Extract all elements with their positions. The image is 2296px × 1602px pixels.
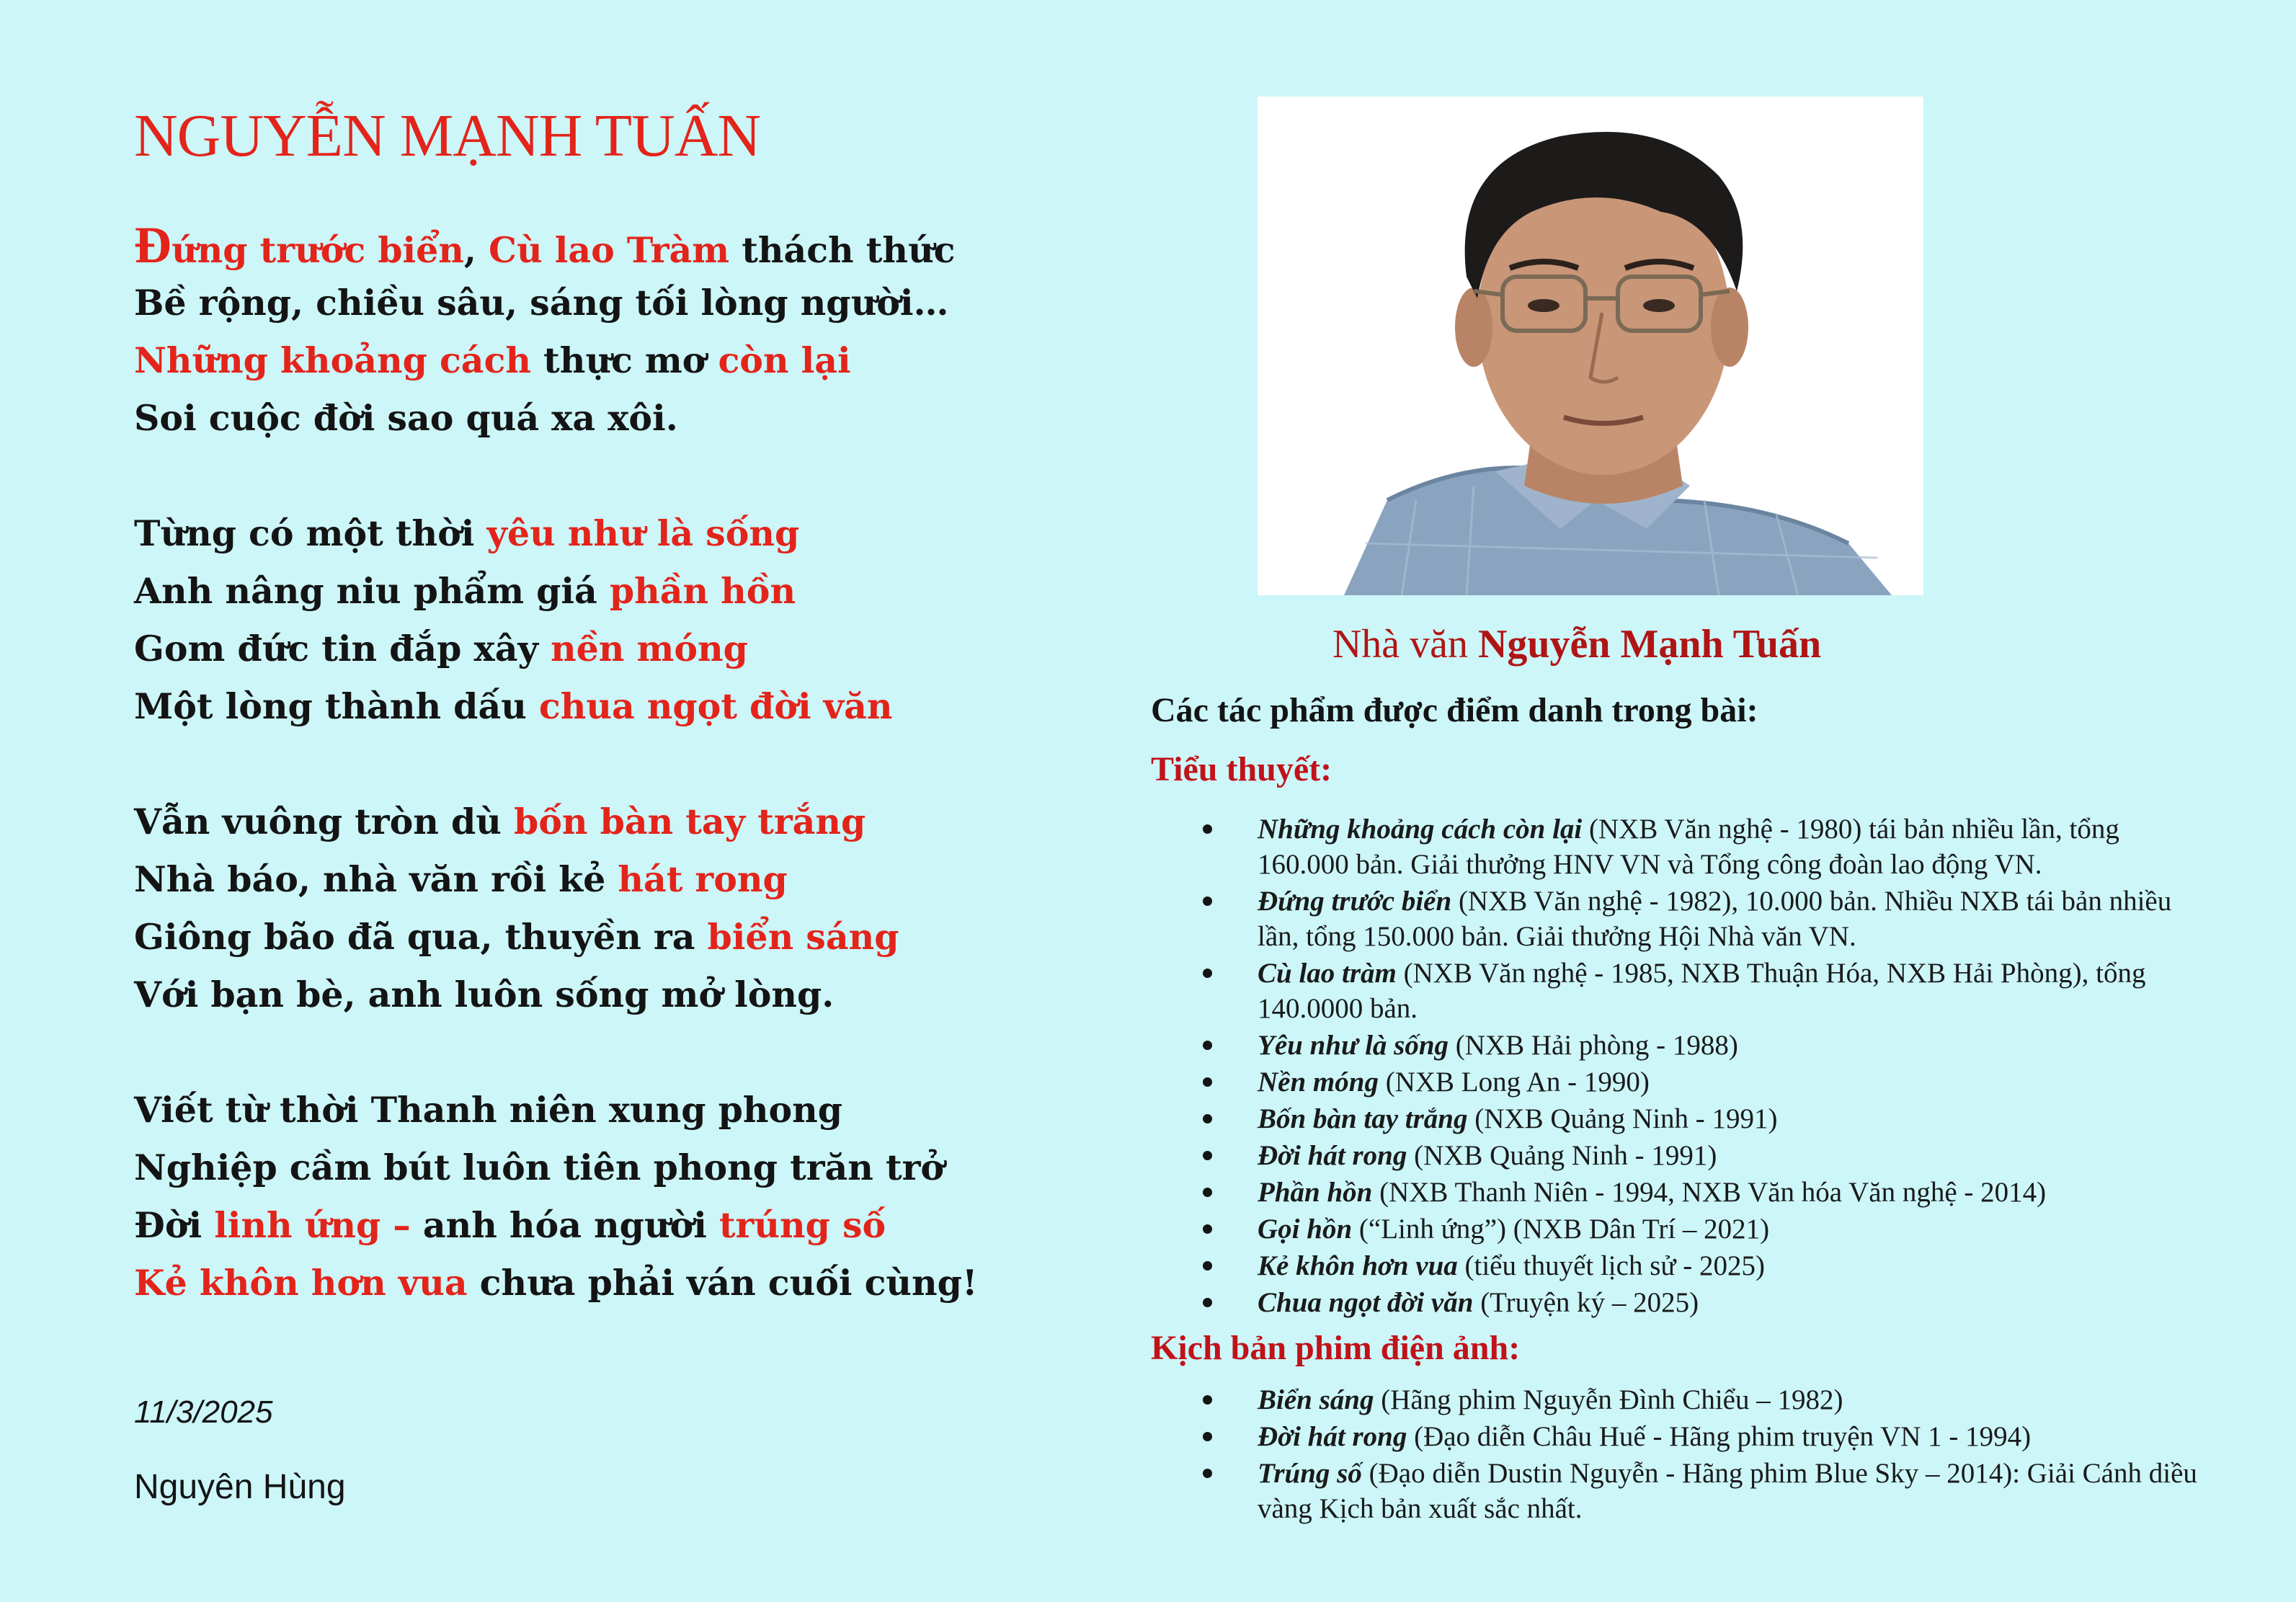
poem-text: thực mơ xyxy=(531,339,718,381)
work-title: Đời hát rong xyxy=(1258,1421,1407,1452)
poem-text: , xyxy=(463,229,489,271)
poem-text: Một lòng thành dấu xyxy=(134,685,539,727)
author-portrait-photo xyxy=(1258,97,1923,595)
work-description: (Hãng phim Nguyễn Đình Chiểu – 1982) xyxy=(1374,1384,1843,1415)
work-title: Gọi hồn xyxy=(1258,1214,1353,1245)
poem-line xyxy=(134,274,977,331)
poem-highlight: biển sáng xyxy=(707,916,899,958)
poem-stanza xyxy=(134,504,977,735)
poem-highlight: bốn bàn tay trắng xyxy=(513,801,866,842)
poem-text: Vẫn vuông tròn dù xyxy=(134,801,514,842)
work-description: (NXB Thanh Niên - 1994, NXB Văn hóa Văn nghệ - 2014) xyxy=(1372,1177,2047,1208)
poem-stanza xyxy=(134,216,977,447)
work-description: (“Linh ứng”) (NXB Dân Trí – 2021) xyxy=(1352,1214,1770,1245)
work-description: (Truyện ký – 2025) xyxy=(1473,1287,1699,1318)
work-list-item xyxy=(1258,1101,2216,1136)
films-list xyxy=(1258,1382,2216,1528)
work-title: Cù lao tràm xyxy=(1258,958,1397,989)
poem-text: chưa phải ván cuối cùng! xyxy=(467,1262,978,1304)
poem-line xyxy=(134,620,977,677)
poem-highlight: phần hồn xyxy=(609,570,796,612)
poem-highlight: linh ứng – xyxy=(214,1204,411,1246)
work-title: Nền móng xyxy=(1258,1067,1379,1098)
work-description: (Đạo diễn Dustin Nguyễn - Hãng phim Blue Sky – 2014): Giải Cánh diều vàng Kịch bản xuất sắc nhất. xyxy=(1258,1458,2197,1524)
poem-highlight: Cù lao Tràm xyxy=(489,229,730,271)
work-title: Đứng trước biển xyxy=(1258,886,1452,917)
work-list-item xyxy=(1258,811,2216,882)
poem-highlight: yêu như là sống xyxy=(486,512,800,554)
work-description: (NXB Quảng Ninh - 1991) xyxy=(1407,1140,1717,1171)
poem-line xyxy=(134,389,977,447)
poem-title: NGUYỄN MẠNH TUẤN xyxy=(134,102,761,169)
photo-caption xyxy=(1154,621,1999,667)
poem-line xyxy=(134,1196,977,1254)
poem-highlight: trúng số xyxy=(718,1204,886,1246)
novels-heading: Tiểu thuyết: xyxy=(1151,750,1332,788)
work-title: Những khoảng cách còn lại xyxy=(1258,814,1583,845)
work-list-item xyxy=(1258,956,2216,1026)
work-description: (tiểu thuyết lịch sử - 2025) xyxy=(1457,1250,1765,1281)
caption-prefix: Nhà văn xyxy=(1332,622,1478,667)
work-title: Đời hát rong xyxy=(1258,1140,1407,1171)
poem-line xyxy=(134,908,977,966)
work-title: Chua ngọt đời văn xyxy=(1258,1287,1474,1318)
work-description: (NXB Văn nghệ - 1985, NXB Thuận Hóa, NXB Hải Phòng), tổng 140.0000 bản. xyxy=(1258,958,2146,1024)
poem-text: Nhà báo, nhà văn rồi kẻ xyxy=(134,858,618,900)
caption-name: Nguyễn Mạnh Tuấn xyxy=(1477,622,1822,667)
work-list-item xyxy=(1258,1138,2216,1173)
work-list-item xyxy=(1258,1248,2216,1283)
work-title: Kẻ khôn hơn vua xyxy=(1258,1250,1458,1281)
poem-highlight: còn lại xyxy=(718,339,851,381)
work-list-item xyxy=(1258,1456,2216,1526)
poem-text: Soi cuộc đời sao quá xa xôi. xyxy=(134,397,678,439)
poem-stanza xyxy=(134,793,977,1023)
poem-line xyxy=(134,1254,977,1312)
poem-text: Anh nâng niu phẩm giá xyxy=(134,570,610,612)
poem-highlight: nền móng xyxy=(550,628,748,669)
poem-text: thách thức xyxy=(729,229,956,271)
work-list-item xyxy=(1258,1285,2216,1320)
poem-line xyxy=(134,850,977,908)
poem-text: Bề rộng, chiều sâu, sáng tối lòng người… xyxy=(134,282,949,324)
poem-highlight: Những khoảng cách xyxy=(134,339,531,381)
poem-highlight: Kẻ khôn hơn vua xyxy=(134,1262,468,1304)
poem-line xyxy=(134,1081,977,1139)
work-description: (NXB Hải phòng - 1988) xyxy=(1449,1030,1738,1061)
poem-line xyxy=(134,677,977,735)
poem-text: Viết từ thời Thanh niên xung phong xyxy=(134,1089,843,1131)
work-title: Bốn bàn tay trắng xyxy=(1258,1103,1468,1134)
work-description: (NXB Văn nghệ - 1982), 10.000 bản. Nhiều NXB tái bản nhiều lần, tổng 150.000 bản. Giải thưởng Hội Nhà văn VN. xyxy=(1258,886,2172,952)
poem-text: anh hóa người xyxy=(410,1204,719,1246)
work-description: (NXB Văn nghệ - 1980) tái bản nhiều lần, tổng 160.000 bản. Giải thưởng HNV VN và Tổng công đoàn lao động VN. xyxy=(1258,814,2119,880)
work-list-item xyxy=(1258,1064,2216,1100)
poem-line xyxy=(134,793,977,850)
work-title: Trúng số xyxy=(1258,1458,1362,1489)
work-description: (Đạo diễn Châu Huế - Hãng phim truyện VN 1 - 1994) xyxy=(1407,1421,2032,1452)
poem-highlight: hát rong xyxy=(618,858,788,900)
author-portrait-illustration xyxy=(1258,97,1923,595)
poem-text: Đời xyxy=(134,1204,215,1246)
work-list-item xyxy=(1258,1382,2216,1418)
poem-line xyxy=(134,331,977,389)
poem-body xyxy=(134,216,977,1369)
poem-line xyxy=(134,504,977,562)
films-heading: Kịch bản phim điện ảnh: xyxy=(1151,1329,1521,1367)
poem-highlight: chua ngọt đời văn xyxy=(538,685,893,727)
work-title: Biển sáng xyxy=(1258,1384,1374,1415)
works-heading: Các tác phẩm được điểm danh trong bài: xyxy=(1151,691,1758,729)
poem-text: Từng có một thời xyxy=(134,512,487,554)
work-list-item xyxy=(1258,1211,2216,1247)
work-description: (NXB Quảng Ninh - 1991) xyxy=(1467,1103,1778,1134)
work-list-item xyxy=(1258,884,2216,954)
work-list-item xyxy=(1258,1175,2216,1210)
work-list-item xyxy=(1258,1028,2216,1063)
poem-text: Gom đức tin đắp xây xyxy=(134,628,551,669)
work-description: (NXB Long An - 1990) xyxy=(1378,1067,1650,1098)
poem-text: Với bạn bè, anh luôn sống mở lòng. xyxy=(134,974,835,1015)
poem-line xyxy=(134,562,977,620)
poem-line xyxy=(134,216,977,274)
poem-text: Nghiệp cầm bút luôn tiên phong trăn trở xyxy=(134,1147,945,1188)
work-list-item xyxy=(1258,1419,2216,1454)
poem-highlight: Đ xyxy=(134,216,172,274)
work-title: Yêu như là sống xyxy=(1258,1030,1449,1061)
poem-line xyxy=(134,1139,977,1196)
novels-list xyxy=(1258,811,2216,1322)
poem-stanza xyxy=(134,1081,977,1312)
poem-text: Giông bão đã qua, thuyền ra xyxy=(134,916,708,958)
poem-author: Nguyên Hùng xyxy=(134,1468,346,1506)
work-title: Phần hồn xyxy=(1258,1177,1373,1208)
poem-line xyxy=(134,966,977,1023)
poem-date: 11/3/2025 xyxy=(134,1394,273,1430)
poem-highlight: ứng trước biển xyxy=(172,229,464,271)
